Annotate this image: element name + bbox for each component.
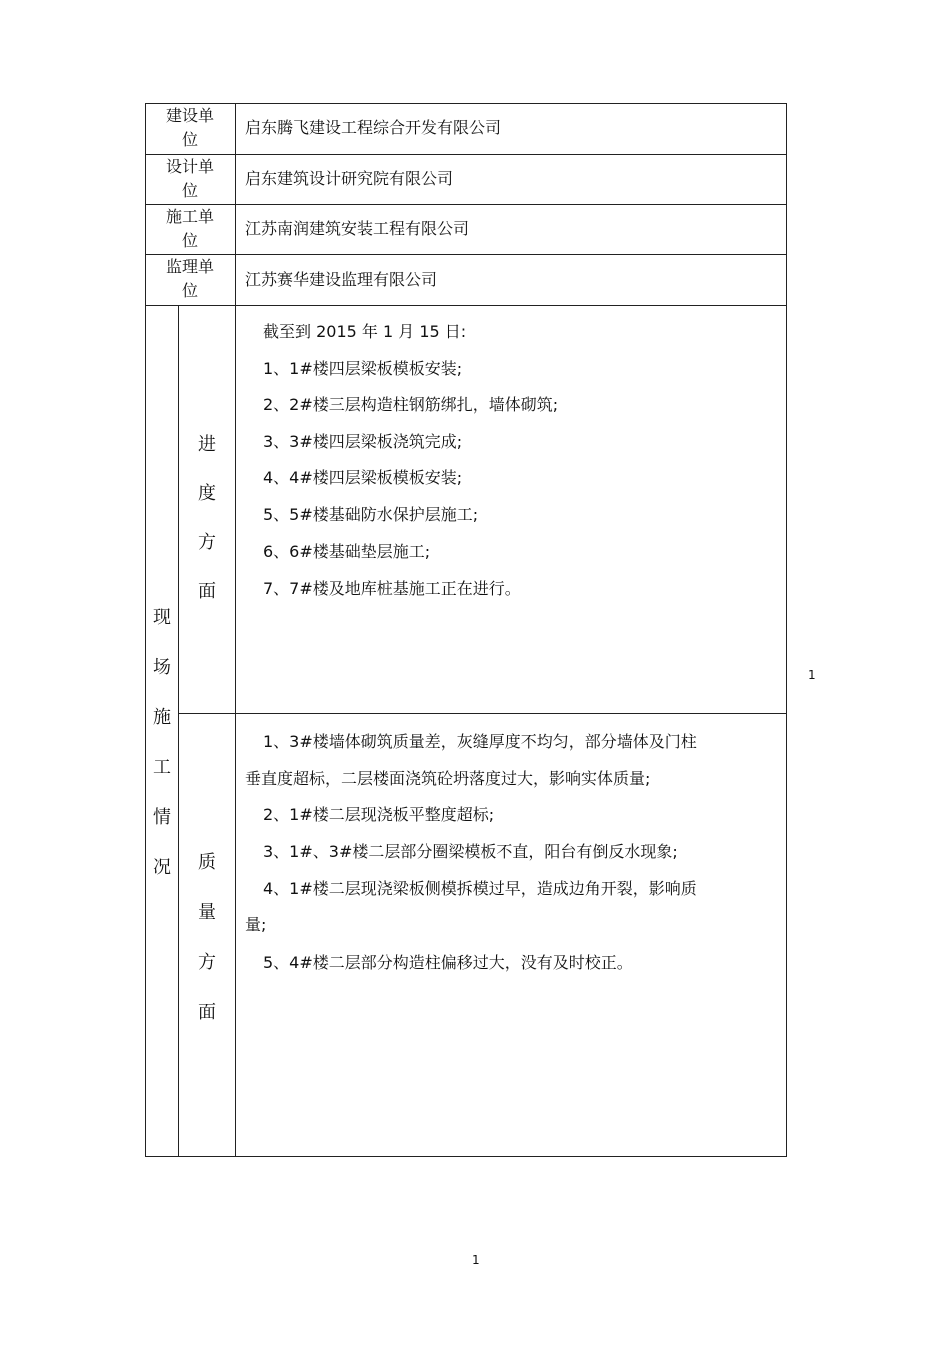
side-page-number: 1	[808, 668, 816, 682]
quality-line: 2、1#楼二层现浇板平整度超标;	[263, 805, 495, 824]
row-label-design-unit: 设计单 位	[165, 157, 214, 200]
row-value-construction-unit: 启东腾飞建设工程综合开发有限公司	[245, 118, 502, 137]
table-row-divider	[145, 154, 787, 155]
quality-line: 垂直度超标，二层楼面浇筑砼坍落度过大，影响实体质量;	[245, 769, 651, 788]
table-row-divider	[145, 305, 787, 306]
quality-line: 3、1#、3#楼二层部分圈梁模板不直，阳台有倒反水现象;	[263, 842, 678, 861]
row-label-construction-unit: 建设单 位	[165, 106, 214, 149]
section-label-site-construction: 现 场 施 工 情 况	[153, 607, 171, 878]
row-value-supervision-unit: 江苏赛华建设监理有限公司	[245, 270, 438, 289]
table-border-top	[145, 103, 787, 104]
progress-line: 截至到 2015 年 1 月 15 日:	[263, 322, 467, 341]
table-row-divider	[145, 254, 787, 255]
progress-line: 1、1#楼四层梁板模板安装;	[263, 359, 463, 378]
row-value-builder-unit: 江苏南润建筑安装工程有限公司	[245, 219, 470, 238]
progress-line: 7、7#楼及地库桩基施工正在进行。	[263, 579, 521, 598]
footer-page-number: 1	[472, 1253, 480, 1267]
table-section-divider	[178, 713, 787, 714]
quality-line: 4、1#楼二层现浇梁板侧模拆模过早，造成边角开裂，影响质	[263, 879, 697, 898]
quality-label: 质 量 方 面	[198, 852, 216, 1023]
progress-line: 4、4#楼四层梁板模板安装;	[263, 468, 463, 487]
row-label-supervision-unit: 监理单 位	[165, 257, 214, 300]
table-column-divider	[235, 103, 236, 1157]
progress-label: 进 度 方 面	[198, 434, 216, 602]
quality-line: 量;	[245, 915, 267, 934]
progress-line: 5、5#楼基础防水保护层施工;	[263, 505, 479, 524]
row-value-design-unit: 启东建筑设计研究院有限公司	[245, 169, 454, 188]
progress-line: 6、6#楼基础垫层施工;	[263, 542, 431, 561]
progress-line: 3、3#楼四层梁板浇筑完成;	[263, 432, 463, 451]
table-border-bottom	[145, 1156, 787, 1157]
table-row-divider	[145, 204, 787, 205]
quality-line: 1、3#楼墙体砌筑质量差，灰缝厚度不均匀，部分墙体及门柱	[263, 732, 697, 751]
progress-line: 2、2#楼三层构造柱钢筋绑扎，墙体砌筑;	[263, 395, 559, 414]
table-border-right	[786, 103, 787, 1157]
row-label-builder-unit: 施工单 位	[165, 207, 214, 250]
quality-line: 5、4#楼二层部分构造柱偏移过大，没有及时校正。	[263, 953, 633, 972]
